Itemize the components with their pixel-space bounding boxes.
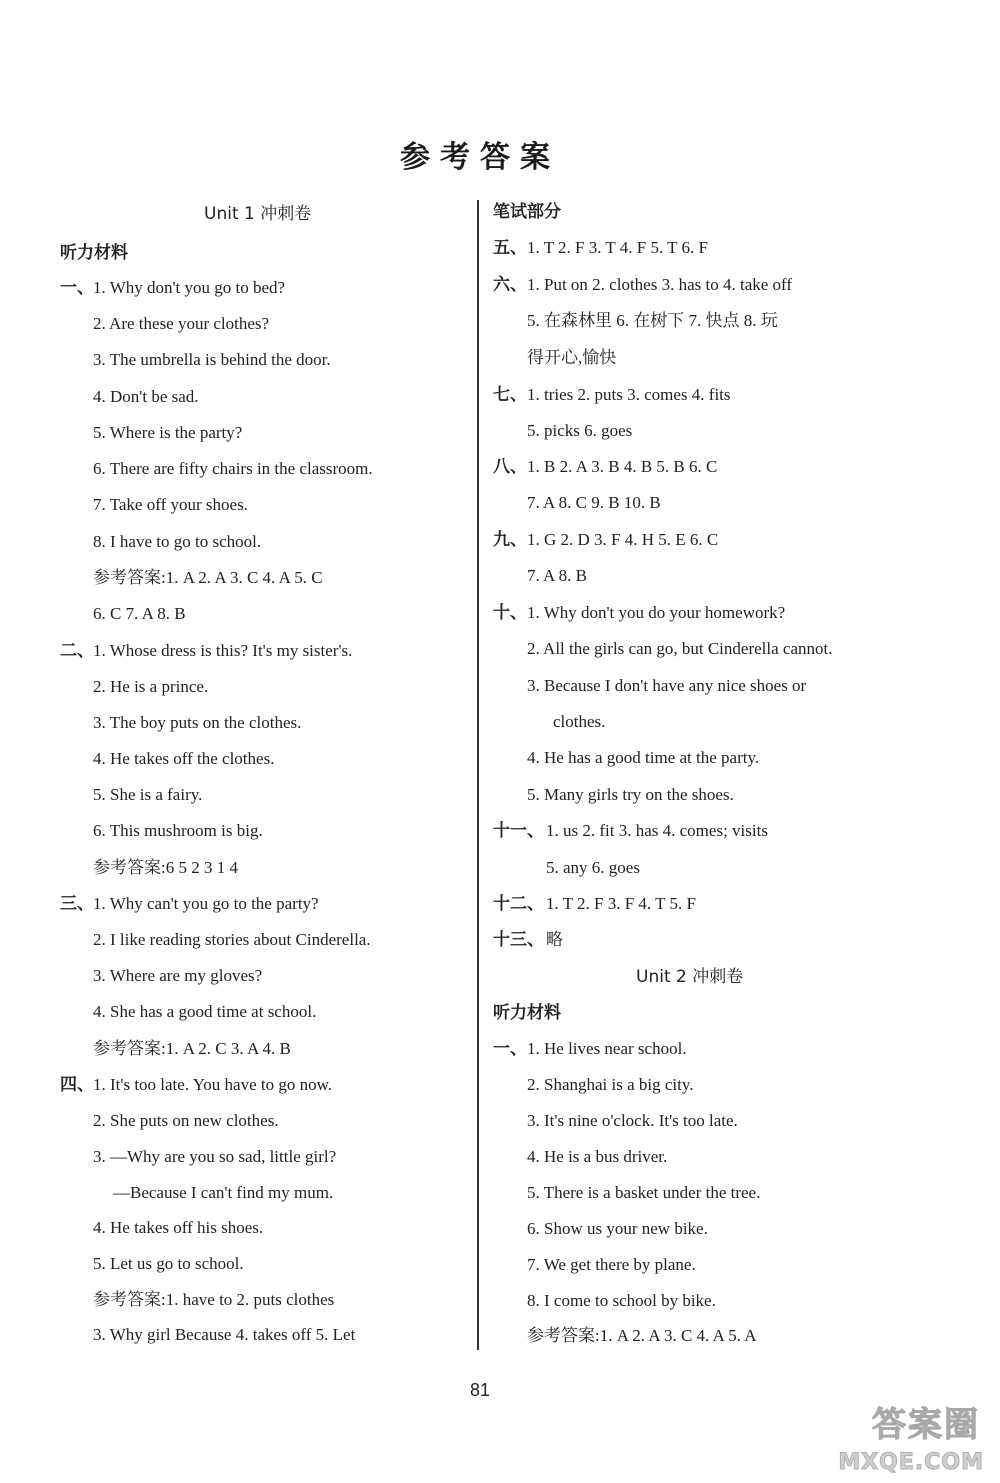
list-item: 5. Let us go to school. <box>93 1254 244 1273</box>
list-item: 3. —Why are you so sad, little girl? <box>93 1147 337 1166</box>
list-item: 6. There are fifty chairs in the classroom. <box>93 459 373 478</box>
column-divider <box>477 200 479 1350</box>
list-item: 3. Where are my gloves? <box>93 966 263 985</box>
unit2-heading: Unit 2 冲刺卷 <box>636 967 744 987</box>
answer-line: 1. tries 2. puts 3. comes 4. fits <box>527 385 731 404</box>
list-item: 4. He is a bus driver. <box>527 1147 668 1166</box>
list-item: 4. He takes off his shoes. <box>93 1218 264 1237</box>
section-marker: 四、 <box>60 1075 94 1095</box>
answer-line: 1. B 2. A 3. B 4. B 5. B 6. C <box>527 457 718 476</box>
watermark <box>838 1397 988 1475</box>
section-marker: 六、 <box>493 275 527 295</box>
answer-line: 参考答案:6 5 2 3 1 4 <box>93 858 238 877</box>
list-item: 5. There is a basket under the tree. <box>527 1183 761 1202</box>
list-item: 1. Why can't you go to the party? <box>93 894 319 913</box>
section-marker: 十一、 <box>493 821 544 841</box>
list-item: 2. He is a prince. <box>93 677 209 696</box>
section-marker: 十二、 <box>493 894 544 914</box>
answer-line: clothes. <box>553 712 606 731</box>
answer-line: 参考答案:1. have to 2. puts clothes <box>93 1290 335 1309</box>
answer-line: 1. Put on 2. clothes 3. has to 4. take off <box>527 275 793 294</box>
written-label: 笔试部分 <box>493 202 561 222</box>
answer-line: 5. picks 6. goes <box>527 421 633 440</box>
watermark-logo: 答案圈 <box>872 1405 980 1445</box>
section-marker: 二、 <box>60 641 94 661</box>
list-item: 2. Are these your clothes? <box>93 314 270 333</box>
answer-line: 2. All the girls can go, but Cinderella cannot. <box>527 639 833 658</box>
listening-label: 听力材料 <box>60 243 128 263</box>
list-item: 7. We get there by plane. <box>527 1255 696 1274</box>
answer-line: 5. any 6. goes <box>546 858 640 877</box>
answer-line: 得开心,愉快 <box>527 348 617 367</box>
page-number: 81 <box>469 1380 491 1400</box>
list-item: 8. I have to go to school. <box>93 532 262 551</box>
listening-label: 听力材料 <box>493 1003 561 1023</box>
list-item: 2. She puts on new clothes. <box>93 1111 279 1130</box>
answer-line: 3. Why girl Because 4. takes off 5. Let <box>93 1325 356 1344</box>
section-marker: 三、 <box>60 894 94 914</box>
list-item: 1. It's too late. You have to go now. <box>93 1075 333 1094</box>
section-marker: 八、 <box>493 457 527 477</box>
page-title: 参考答案 <box>400 140 560 175</box>
unit1-heading: Unit 1 冲刺卷 <box>204 204 312 224</box>
list-item: 3. It's nine o'clock. It's too late. <box>527 1111 738 1130</box>
answer-line: 7. A 8. B <box>527 566 587 585</box>
list-item: 1. Why don't you go to bed? <box>93 278 286 297</box>
list-item: 3. The boy puts on the clothes. <box>93 713 302 732</box>
list-item: 7. Take off your shoes. <box>93 495 248 514</box>
list-item: 8. I come to school by bike. <box>527 1291 716 1310</box>
answer-line: 1. T 2. F 3. F 4. T 5. F <box>546 894 696 913</box>
answer-line: 7. A 8. C 9. B 10. B <box>527 493 661 512</box>
section-marker: 九、 <box>493 530 527 550</box>
list-item: 5. Where is the party? <box>93 423 243 442</box>
section-marker: 十三、 <box>493 930 544 950</box>
section-marker: 一、 <box>60 278 94 298</box>
list-item: 3. The umbrella is behind the door. <box>93 350 331 369</box>
list-item: 4. He takes off the clothes. <box>93 749 275 768</box>
list-item: 5. She is a fairy. <box>93 785 203 804</box>
list-item: 4. Don't be sad. <box>93 387 199 406</box>
answer-line: 5. 在森林里 6. 在树下 7. 快点 8. 玩 <box>527 311 778 330</box>
answer-line: 6. C 7. A 8. B <box>93 604 186 623</box>
answer-line: 参考答案:1. A 2. C 3. A 4. B <box>93 1039 291 1058</box>
answer-line: 参考答案:1. A 2. A 3. C 4. A 5. C <box>93 568 323 587</box>
answer-line: 1. G 2. D 3. F 4. H 5. E 6. C <box>527 530 719 549</box>
section-marker: 十、 <box>493 603 527 623</box>
list-item: —Because I can't find my mum. <box>113 1183 334 1202</box>
watermark-url: MXQE.COM <box>838 1450 984 1475</box>
list-item: 1. Whose dress is this? It's my sister's. <box>93 641 353 660</box>
answer-line: 4. He has a good time at the party. <box>527 748 760 767</box>
answer-line: 略 <box>546 930 563 949</box>
answer-line: 1. T 2. F 3. T 4. F 5. T 6. F <box>527 238 708 257</box>
answer-line: 1. Why don't you do your homework? <box>527 603 786 622</box>
answer-line: 1. us 2. fit 3. has 4. comes; visits <box>546 821 768 840</box>
list-item: 6. Show us your new bike. <box>527 1219 708 1238</box>
answer-line: 5. Many girls try on the shoes. <box>527 785 734 804</box>
list-item: 6. This mushroom is big. <box>93 821 263 840</box>
list-item: 1. He lives near school. <box>527 1039 687 1058</box>
section-marker: 一、 <box>493 1039 527 1059</box>
list-item: 2. Shanghai is a big city. <box>527 1075 694 1094</box>
section-marker: 七、 <box>493 385 527 405</box>
section-marker: 五、 <box>493 238 527 258</box>
list-item: 2. I like reading stories about Cinderella. <box>93 930 371 949</box>
answer-line: 参考答案:1. A 2. A 3. C 4. A 5. A <box>527 1326 757 1345</box>
list-item: 4. She has a good time at school. <box>93 1002 317 1021</box>
answer-line: 3. Because I don't have any nice shoes or <box>527 676 807 695</box>
